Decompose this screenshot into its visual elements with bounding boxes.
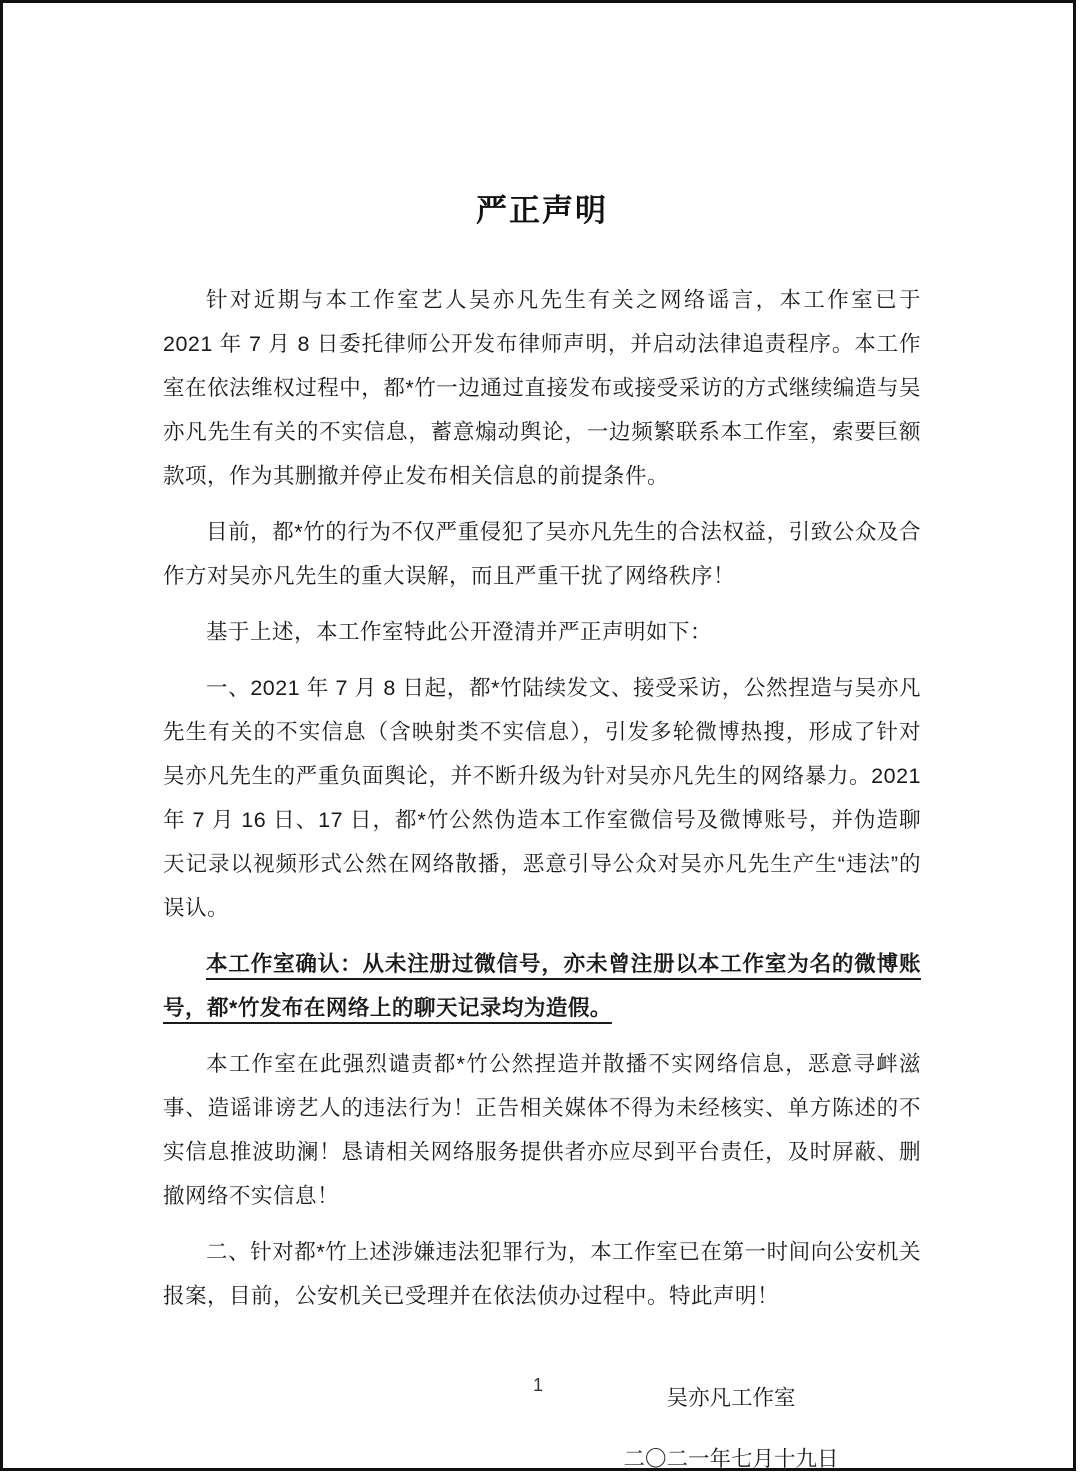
statement-paragraph: 本工作室在此强烈谴责都*竹公然捏造并散播不实网络信息，恶意寻衅滋事、造谣诽谤艺人的违法行为！正告相关媒体不得为未经核实、单方陈述的不实信息推波助澜！恳请相关网络服务提供者亦应尽到平台责任，及时屏蔽、删撤网络不实信息！ — [163, 1052, 921, 1208]
signature-studio-name: 吴亦凡工作室 — [666, 1386, 796, 1410]
statement-body — [163, 278, 921, 1318]
signature-date: 二〇二一年七月十九日 — [623, 1447, 839, 1471]
statement-paragraph: 二、针对都*竹上述涉嫌违法犯罪行为，本工作室已在第一时间向公安机关报案，目前，公安机关已受理并在依法侦办过程中。特此声明！ — [163, 1240, 921, 1308]
statement-paragraph: 本工作室确认：从未注册过微信号，亦未曾注册以本工作室为名的微博账号，都*竹发布在网络上的聊天记录均为造假。 — [163, 952, 921, 1020]
statement-paragraph: 基于上述，本工作室特此公开澄清并严正声明如下： — [206, 620, 713, 644]
statement-paragraph: 一、2021 年 7 月 8 日起，都*竹陆续发文、接受采访，公然捏造与吴亦凡先生有关的不实信息（含映射类不实信息），引发多轮微博热搜，形成了针对吴亦凡先生的严重负面舆论，并不断升级为针对吴亦凡先生的网络暴力。2021 年 7 月 16 日、17 日，都*竹公然伪造本工作室微信号及微博账号，并伪造聊天记录以视频形式公然在网络散播，恶意引导公众对吴亦凡先生产生“违法”的误认。 — [163, 676, 921, 920]
document-title: 严正声明 — [476, 193, 608, 228]
statement-paragraph: 目前，都*竹的行为不仅严重侵犯了吴亦凡先生的合法权益，引致公众及合作方对吴亦凡先生的重大误解，而且严重干扰了网络秩序！ — [163, 520, 921, 588]
document-content — [163, 3, 921, 1471]
statement-paragraph: 针对近期与本工作室艺人吴亦凡先生有关之网络谣言，本工作室已于 2021 年 7 月 8 日委托律师公开发布律师声明，并启动法律追责程序。本工作室在依法维权过程中，都*竹一边通过直接发布或接受采访的方式继续编造与吴亦凡先生有关的不实信息，蓄意煽动舆论，一边频繁联系本工作室，索要巨额款项，作为其删撤并停止发布相关信息的前提条件。 — [163, 288, 921, 488]
page-number: 1 — [532, 1375, 543, 1395]
